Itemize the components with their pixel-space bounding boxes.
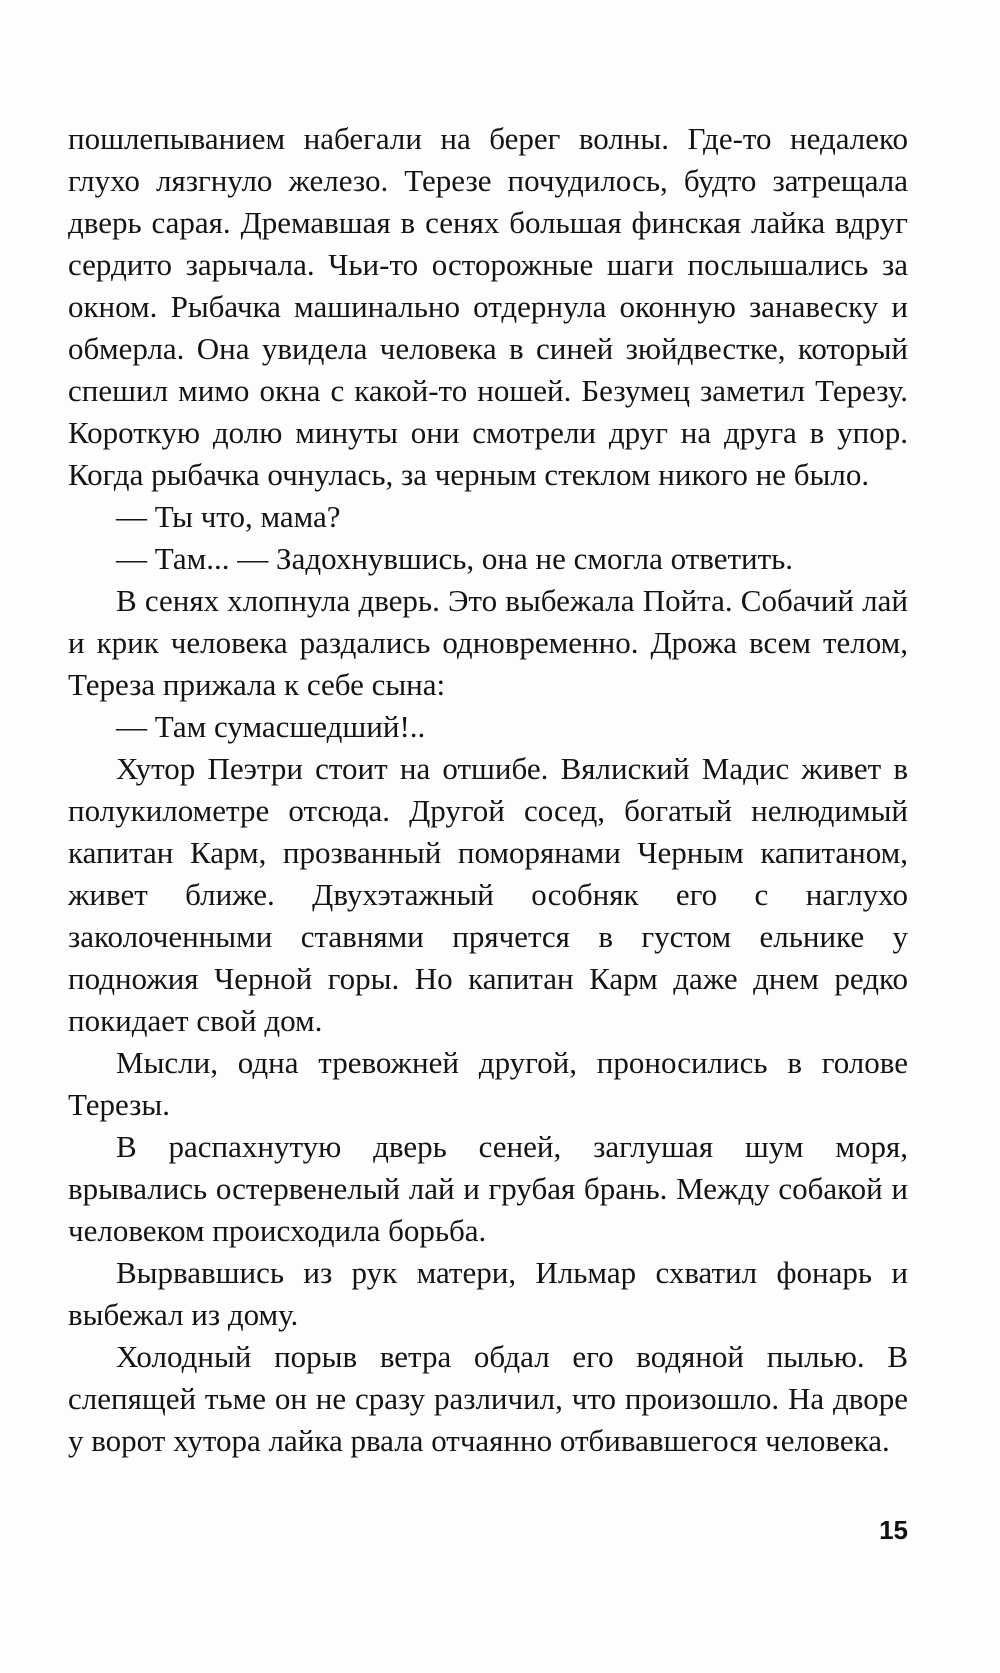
paragraph: Хутор Пеэтри стоит на отшибе. Вялиский Мадис живет в полукилометре отсюда. Другой сосед, богатый нелюдимый капитан Карм, прозванный поморянами Черным капитаном, живет ближе. Двухэтажный особняк его с наглухо заколоченными ставнями прячется в густом ельнике у подножия Черной горы. Но капитан Карм даже днем редко покидает свой дом.: [68, 751, 908, 1038]
paragraph: В сенях хлопнула дверь. Это выбежала Пойта. Собачий лай и крик человека раздались одновременно. Дрожа всем телом, Тереза прижала к себе сына:: [68, 583, 908, 702]
page-number: 15: [879, 1515, 908, 1545]
paragraph: В распахнутую дверь сеней, заглушая шум моря, врывались остервенелый лай и грубая брань. Между собакой и человеком происходила борьба.: [68, 1129, 908, 1248]
paragraph: Мысли, одна тревожней другой, проносились в голове Терезы.: [68, 1045, 908, 1122]
dialogue-line: — Там сумасшедший!..: [116, 709, 426, 744]
dialogue-line: — Там... — Задохнувшись, она не смогла ответить.: [116, 541, 794, 576]
dialogue-line: — Ты что, мама?: [116, 499, 341, 534]
paragraph: Холодный порыв ветра обдал его водяной пылью. В слепящей тьме он не сразу различил, что произошло. На дворе у ворот хутора лайка рвала отчаянно отбивавшегося человека.: [68, 1339, 908, 1458]
body-text: [68, 118, 908, 1462]
paragraph: пошлепыванием набегали на берег волны. Где-то недалеко глухо лязгнуло железо. Терезе почудилось, будто затрещала дверь сарая. Дремавшая в сенях большая финская лайка вдруг сердито зарычала. Чьи-то осторожные шаги послышались за окном. Рыбачка машинально отдернула оконную занавеску и обмерла. Она увидела человека в синей зюйдвестке, который спешил мимо окна с какой-то ношей. Безумец заметил Терезу. Короткую долю минуты они смотрели друг на друга в упор. Когда рыбачка очнулась, за черным стеклом никого не было.: [68, 121, 908, 492]
paragraph: Вырвавшись из рук матери, Ильмар схватил фонарь и выбежал из дому.: [68, 1255, 908, 1332]
